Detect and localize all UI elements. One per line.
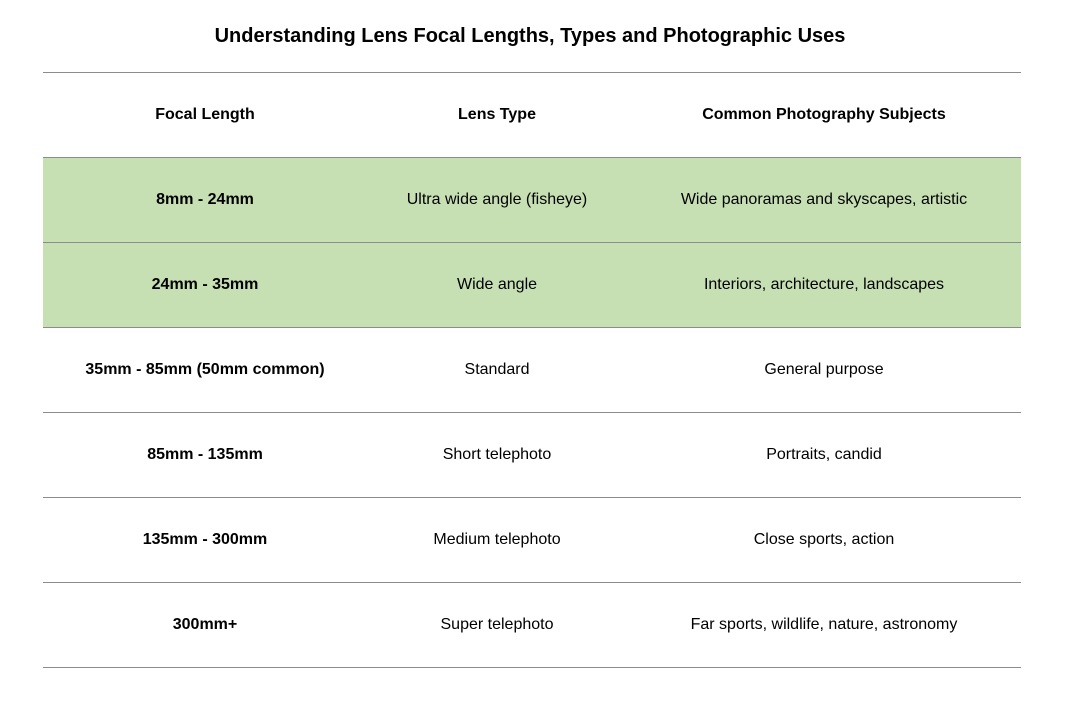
cell-subjects: Interiors, architecture, landscapes	[627, 243, 1021, 328]
cell-lens-type: Standard	[367, 328, 627, 413]
cell-lens-type: Ultra wide angle (fisheye)	[367, 158, 627, 243]
cell-subjects: General purpose	[627, 328, 1021, 413]
cell-subjects: Close sports, action	[627, 498, 1021, 583]
table-row	[43, 583, 1021, 668]
cell-lens-type: Super telephoto	[367, 583, 627, 668]
header-lens-type: Lens Type	[367, 73, 627, 158]
cell-focal-length: 85mm - 135mm	[43, 413, 367, 498]
cell-subjects: Portraits, candid	[627, 413, 1021, 498]
cell-subjects: Far sports, wildlife, nature, astronomy	[627, 583, 1021, 668]
cell-lens-type: Wide angle	[367, 243, 627, 328]
cell-focal-length: 24mm - 35mm	[43, 243, 367, 328]
table-header-row	[43, 73, 1021, 158]
table-row	[43, 243, 1021, 328]
header-subjects: Common Photography Subjects	[627, 73, 1021, 158]
cell-focal-length: 135mm - 300mm	[43, 498, 367, 583]
table-row	[43, 328, 1021, 413]
cell-focal-length: 35mm - 85mm (50mm common)	[43, 328, 367, 413]
cell-focal-length: 8mm - 24mm	[43, 158, 367, 243]
cell-lens-type: Short telephoto	[367, 413, 627, 498]
page-title: Understanding Lens Focal Lengths, Types and Photographic Uses	[214, 25, 846, 47]
lens-table	[43, 72, 1021, 668]
cell-lens-type: Medium telephoto	[367, 498, 627, 583]
table-row	[43, 158, 1021, 243]
cell-subjects: Wide panoramas and skyscapes, artistic	[627, 158, 1021, 243]
cell-focal-length: 300mm+	[43, 583, 367, 668]
table-row	[43, 498, 1021, 583]
table-row	[43, 413, 1021, 498]
header-focal-length: Focal Length	[43, 73, 367, 158]
